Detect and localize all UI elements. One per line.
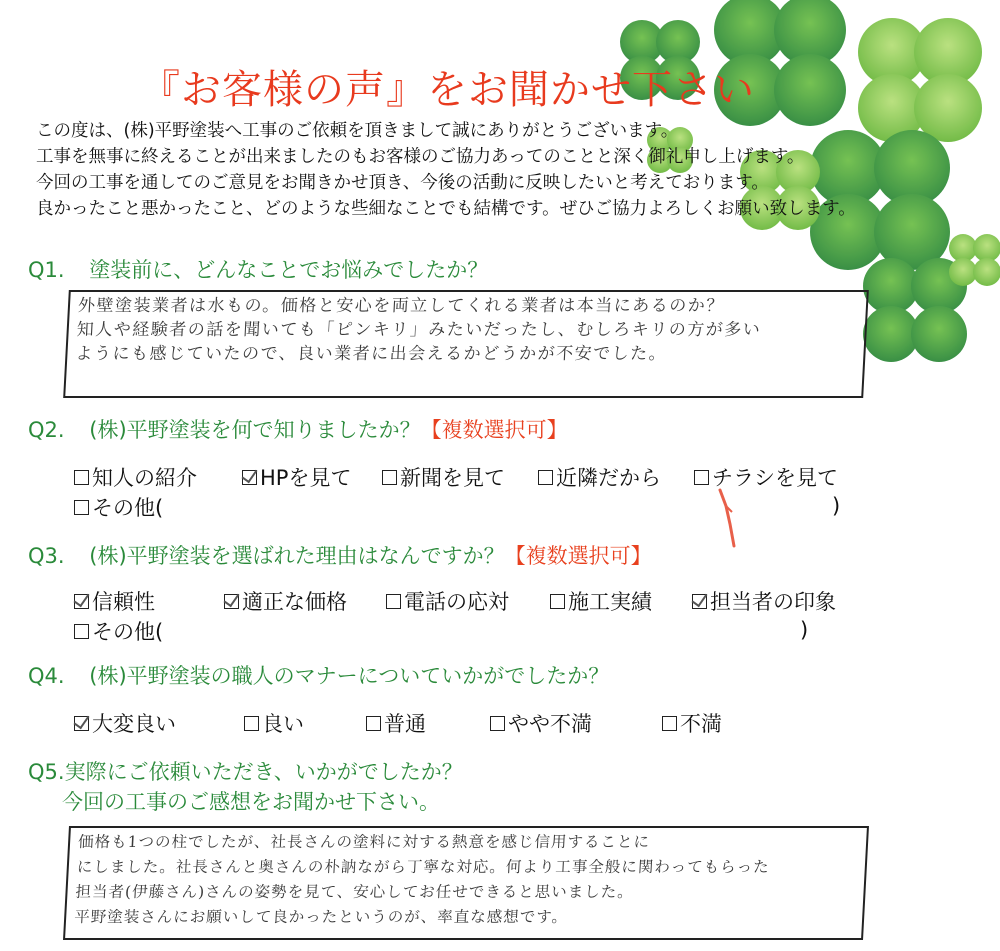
paren-close: ) (832, 494, 841, 518)
question-text: (株)平野塗装を何で知りましたか？ (89, 418, 421, 442)
option-reliability[interactable] (74, 586, 155, 616)
option-label: 信頼性 (92, 590, 155, 614)
option-label: 適正な価格 (242, 590, 347, 614)
q3-options (74, 586, 934, 616)
option-staff-impression[interactable] (692, 586, 836, 616)
answer-line: 担当者(伊藤さん)さんの姿勢を見て、安心してお任せできると思いました。 (75, 883, 635, 901)
option-label: その他( (92, 620, 164, 644)
q2-options (74, 462, 934, 492)
option-very-good[interactable] (74, 708, 176, 738)
option-other[interactable] (74, 616, 163, 646)
option-homepage[interactable] (242, 462, 351, 492)
question-1 (28, 254, 488, 284)
option-label: HPを見て (260, 466, 352, 490)
question-2 (28, 414, 568, 444)
checkbox[interactable] (662, 716, 677, 731)
option-label: 普通 (384, 712, 426, 736)
q4-options (74, 708, 934, 738)
question-label: Q5. (28, 760, 65, 784)
intro-line: 今回の工事を通してのご意見をお聞きかせ頂き、今後の活動に反映したいと考えております。 (36, 173, 769, 193)
intro-line: 工事を無事に終えることが出来ましたのもお客様のご協力あってのことと深く御礼申し上げます。 (36, 147, 805, 167)
question-text: 塗装前に、どんなことでお悩みでしたか？ (89, 258, 489, 282)
multi-select-note: 【複数選択可】 (504, 544, 652, 568)
question-text: 実際にご依頼いただき、いかがでしたか？ (64, 760, 463, 784)
option-slightly-dissatisfied[interactable] (490, 708, 592, 738)
option-label: チラシを見て (712, 466, 838, 490)
question-5 (28, 756, 463, 786)
option-label: 電話の応対 (404, 590, 509, 614)
checkbox[interactable] (74, 470, 89, 485)
option-label: 新聞を見て (400, 466, 505, 490)
checkbox[interactable] (538, 470, 553, 485)
answer-line: 価格も1つの柱でしたが、社長さんの塗料に対する熱意を感じ信用することに (77, 833, 651, 851)
option-label: その他( (92, 496, 164, 520)
checkbox[interactable] (386, 594, 401, 609)
answer-line: 外壁塗装業者は水もの。価格と安心を両立してくれる業者は本当にあるのか？ (77, 296, 726, 316)
question-label: Q3. (28, 544, 65, 568)
paren-close: ) (800, 618, 809, 642)
question-text: (株)平野塗装を選ばれた理由はなんですか？ (89, 544, 505, 568)
multi-select-note: 【複数選択可】 (420, 418, 568, 442)
answer-line: 知人や経験者の話を聞いても「ピンキリ」みたいだったし、むしろキリの方が多い (76, 320, 762, 340)
answer-line: にしました。社長さんと奥さんの朴訥ながら丁寧な対応。何より工事全般に関わってもらった (76, 858, 771, 876)
option-label: 近隣だから (556, 466, 661, 490)
checkbox[interactable] (74, 500, 89, 515)
checkbox[interactable] (366, 716, 381, 731)
question-5-sub: 今回の工事のご感想をお聞かせ下さい。 (62, 790, 440, 814)
option-acquaintance[interactable] (74, 462, 197, 492)
answer-box-q5[interactable] (63, 826, 869, 940)
option-label: 不満 (680, 712, 722, 736)
checkbox[interactable] (74, 624, 89, 639)
checkbox[interactable] (382, 470, 397, 485)
option-label: 担当者の印象 (710, 590, 836, 614)
option-label: 知人の紹介 (92, 466, 197, 490)
option-label: 大変良い (92, 712, 176, 736)
checkbox[interactable] (244, 716, 259, 731)
checkbox-checked[interactable] (242, 470, 257, 485)
checkbox-checked[interactable] (692, 594, 707, 609)
question-label: Q2. (28, 418, 65, 442)
option-phone-response[interactable] (386, 586, 509, 616)
page-title: 『お客様の声』をお聞かせ下さい (140, 67, 755, 113)
option-average[interactable] (366, 708, 426, 738)
intro-line: この度は、(株)平野塗装へ工事のご依頼を頂きまして誠にありがとうございます。 (36, 121, 679, 141)
option-track-record[interactable] (550, 586, 652, 616)
option-neighborhood[interactable] (538, 462, 661, 492)
checkbox[interactable] (694, 470, 709, 485)
option-newspaper[interactable] (382, 462, 505, 492)
option-label: 良い (262, 712, 304, 736)
checkbox[interactable] (550, 594, 565, 609)
checkbox[interactable] (490, 716, 505, 731)
checkbox-checked[interactable] (74, 716, 89, 731)
answer-line: ようにも感じていたので、良い業者に出会えるかどうかが不安でした。 (74, 344, 668, 364)
question-label: Q4. (28, 664, 65, 688)
option-good[interactable] (244, 708, 304, 738)
option-label: やや不満 (508, 712, 592, 736)
option-other[interactable] (74, 492, 163, 522)
checkbox-checked[interactable] (224, 594, 239, 609)
question-label: Q1. (28, 258, 65, 282)
checkbox-checked[interactable] (74, 594, 89, 609)
question-3 (28, 540, 652, 570)
question-4 (28, 660, 609, 690)
answer-box-q1[interactable] (63, 290, 869, 398)
intro-text (36, 118, 936, 222)
question-text: (株)平野塗装の職人のマナーについていかがでしたか？ (89, 664, 610, 688)
answer-line: 平野塗装さんにお願いして良かったというのが、率直な感想です。 (73, 908, 569, 926)
option-dissatisfied[interactable] (662, 708, 722, 738)
pen-mark-icon (712, 486, 752, 556)
option-label: 施工実績 (568, 590, 652, 614)
intro-line: 良かったこと悪かったこと、どのような些細なことでも結構です。ぜひご協力よろしくお願い致します。 (36, 199, 856, 219)
option-fair-price[interactable] (224, 586, 347, 616)
